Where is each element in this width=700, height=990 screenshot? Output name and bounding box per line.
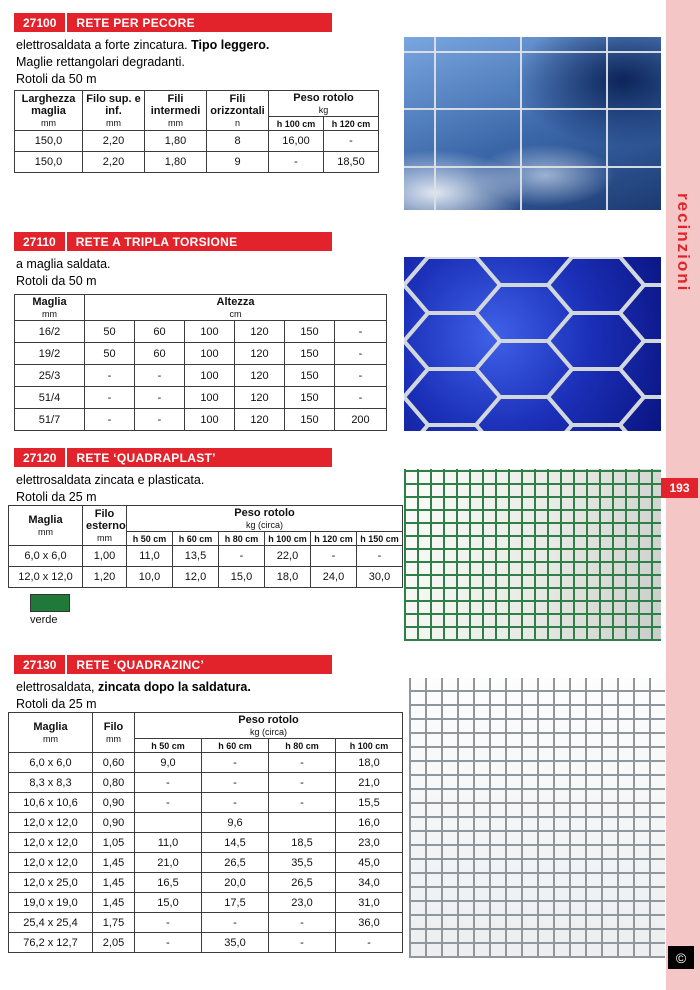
- table-cell: 8: [207, 131, 269, 152]
- table-row: [9, 546, 403, 567]
- product-photo-tripla-torsione: [404, 257, 661, 431]
- table-cell: -: [269, 753, 336, 773]
- table-cell: 100: [185, 343, 235, 365]
- table-row: [9, 793, 403, 813]
- sub-column-header: h 120 cm: [311, 532, 357, 546]
- section-description: [16, 472, 204, 506]
- table-cell: -: [269, 933, 336, 953]
- table-row: [15, 365, 387, 387]
- color-swatch-verde: [30, 594, 70, 612]
- table-cell: -: [335, 321, 387, 343]
- table-cell: 100: [185, 409, 235, 431]
- table-cell: 12,0 x 25,0: [9, 873, 93, 893]
- table-row: [15, 321, 387, 343]
- column-header: Fili orizzontali n: [207, 91, 269, 131]
- table-cell: 31,0: [336, 893, 403, 913]
- table-row: [9, 873, 403, 893]
- sub-column-header: h 100 cm: [265, 532, 311, 546]
- table-cell: -: [135, 387, 185, 409]
- gray-grid-overlay: [409, 678, 665, 958]
- table-cell: -: [135, 913, 202, 933]
- table-cell: -: [135, 793, 202, 813]
- spec-table-27120: [8, 505, 403, 588]
- table-cell: -: [202, 753, 269, 773]
- table-cell: -: [85, 409, 135, 431]
- table-cell: 50: [85, 343, 135, 365]
- table-cell: 22,0: [265, 546, 311, 567]
- table-cell: 100: [185, 387, 235, 409]
- table-cell: 76,2 x 12,7: [9, 933, 93, 953]
- table-cell: [135, 813, 202, 833]
- table-cell: 100: [185, 321, 235, 343]
- desc-text-bold: Tipo leggero.: [191, 38, 270, 52]
- table-cell: 120: [235, 321, 285, 343]
- sub-column-header: h 50 cm: [127, 532, 173, 546]
- sub-column-header: h 150 cm: [357, 532, 403, 546]
- column-header: Larghezza maglia mm: [15, 91, 83, 131]
- table-cell: 0,60: [93, 753, 135, 773]
- column-header: Filo esterno mm: [83, 506, 127, 546]
- table-cell: -: [269, 773, 336, 793]
- desc-text: elettrosaldata,: [16, 680, 98, 694]
- column-group-header: Peso rotolo kg (circa): [135, 713, 403, 739]
- section-header-bar: [14, 13, 332, 32]
- table-cell: 34,0: [336, 873, 403, 893]
- table-row: [9, 773, 403, 793]
- table-row: [9, 753, 403, 773]
- column-group-header: Altezza cm: [85, 295, 387, 321]
- table-cell: 50: [85, 321, 135, 343]
- table-cell: 13,5: [173, 546, 219, 567]
- table-cell: 150: [285, 409, 335, 431]
- table-cell: 10,0: [127, 567, 173, 588]
- table-cell: 0,90: [93, 813, 135, 833]
- table-cell: 11,0: [135, 833, 202, 853]
- table-cell: -: [202, 913, 269, 933]
- section-description: [16, 37, 269, 88]
- table-cell: 10,6 x 10,6: [9, 793, 93, 813]
- table-cell: 9,0: [135, 753, 202, 773]
- sub-column-header: h 100 cm: [269, 117, 324, 131]
- table-cell: -: [202, 793, 269, 813]
- desc-line: Rotoli da 25 m: [16, 697, 97, 711]
- table-cell: 51/4: [15, 387, 85, 409]
- table-cell: 19,0 x 19,0: [9, 893, 93, 913]
- product-code: 27100: [14, 13, 67, 32]
- table-cell: 1,20: [83, 567, 127, 588]
- table-row: [15, 409, 387, 431]
- sub-column-header: h 60 cm: [173, 532, 219, 546]
- spec-table-27130: [8, 712, 403, 953]
- table-cell: -: [135, 365, 185, 387]
- sub-column-header: h 50 cm: [135, 739, 202, 753]
- desc-text-bold: zincata dopo la saldatura.: [98, 680, 251, 694]
- table-cell: 1,05: [93, 833, 135, 853]
- product-code: 27130: [14, 655, 67, 674]
- table-cell: -: [269, 793, 336, 813]
- table-cell: 51/7: [15, 409, 85, 431]
- section-title: RETE ‘QUADRAPLAST’: [76, 450, 216, 465]
- copyright-mark: ©: [668, 946, 694, 969]
- desc-line: elettrosaldata zincata e plasticata.: [16, 473, 205, 487]
- table-cell: 120: [235, 343, 285, 365]
- table-cell: 6,0 x 6,0: [9, 753, 93, 773]
- table-cell: -: [311, 546, 357, 567]
- table-cell: -: [135, 773, 202, 793]
- table-cell: 2,05: [93, 933, 135, 953]
- table-cell: 15,5: [336, 793, 403, 813]
- sub-column-header: h 80 cm: [269, 739, 336, 753]
- table-cell: 16,0: [336, 813, 403, 833]
- page-number-badge: 193: [661, 478, 698, 498]
- table-cell: 14,5: [202, 833, 269, 853]
- table-cell: 18,5: [269, 833, 336, 853]
- table-cell: 1,00: [83, 546, 127, 567]
- column-group-header: Peso rotolo kg (circa): [127, 506, 403, 532]
- table-cell: 23,0: [336, 833, 403, 853]
- sub-column-header: h 120 cm: [324, 117, 379, 131]
- table-cell: 12,0 x 12,0: [9, 833, 93, 853]
- column-header: Fili intermedi mm: [145, 91, 207, 131]
- table-cell: 150: [285, 343, 335, 365]
- table-row: [9, 833, 403, 853]
- section-title: RETE A TRIPLA TORSIONE: [75, 234, 238, 249]
- section-header-bar: [14, 232, 332, 251]
- table-cell: 150: [285, 365, 335, 387]
- table-cell: 150: [285, 387, 335, 409]
- section-title: RETE PER PECORE: [76, 15, 195, 30]
- table-cell: 9: [207, 152, 269, 173]
- table-cell: 21,0: [135, 853, 202, 873]
- table-cell: 25,4 x 25,4: [9, 913, 93, 933]
- table-cell: -: [336, 933, 403, 953]
- table-cell: 150,0: [15, 131, 83, 152]
- table-cell: 18,0: [336, 753, 403, 773]
- table-cell: 18,50: [324, 152, 379, 173]
- section-header-bar: [14, 448, 332, 467]
- table-cell: 15,0: [219, 567, 265, 588]
- table-cell: -: [85, 365, 135, 387]
- table-cell: -: [269, 152, 324, 173]
- table-cell: 200: [335, 409, 387, 431]
- table-cell: 12,0 x 12,0: [9, 567, 83, 588]
- table-cell: 16/2: [15, 321, 85, 343]
- table-cell: 11,0: [127, 546, 173, 567]
- column-header: Filo sup. e inf. mm: [83, 91, 145, 131]
- column-header: Maglia mm: [15, 295, 85, 321]
- sub-column-header: h 100 cm: [336, 739, 403, 753]
- desc-line: a maglia saldata.: [16, 257, 111, 271]
- table-cell: 12,0 x 12,0: [9, 853, 93, 873]
- table-cell: 25/3: [15, 365, 85, 387]
- swatch-label: verde: [30, 614, 58, 626]
- table-cell: 0,80: [93, 773, 135, 793]
- section-header-bar: [14, 655, 332, 674]
- table-cell: 15,0: [135, 893, 202, 913]
- table-row: [15, 343, 387, 365]
- table-cell: 21,0: [336, 773, 403, 793]
- table-cell: 2,20: [83, 152, 145, 173]
- table-cell: -: [85, 387, 135, 409]
- desc-line: [16, 679, 251, 696]
- table-cell: -: [135, 933, 202, 953]
- hexagonal-mesh-graphic: [404, 257, 661, 431]
- green-grid-overlay: [404, 469, 661, 641]
- table-cell: 1,45: [93, 853, 135, 873]
- product-photo-rete-per-pecore: [404, 37, 661, 210]
- table-row: [15, 152, 379, 173]
- table-cell: 45,0: [336, 853, 403, 873]
- table-cell: 24,0: [311, 567, 357, 588]
- table-cell: 1,80: [145, 152, 207, 173]
- product-code: 27110: [14, 232, 67, 251]
- product-code: 27120: [14, 448, 67, 467]
- sub-column-header: h 60 cm: [202, 739, 269, 753]
- table-cell: 26,5: [269, 873, 336, 893]
- section-description: [16, 679, 251, 713]
- column-header: Maglia mm: [9, 713, 93, 753]
- section-title: RETE ‘QUADRAZINC’: [76, 657, 205, 672]
- column-header: Filo mm: [93, 713, 135, 753]
- table-cell: 19/2: [15, 343, 85, 365]
- table-cell: 100: [185, 365, 235, 387]
- table-cell: 1,75: [93, 913, 135, 933]
- table-cell: 16,00: [269, 131, 324, 152]
- product-photo-quadraplast: [404, 469, 661, 641]
- desc-line: Maglie rettangolari degradanti.: [16, 55, 185, 69]
- table-cell: -: [269, 913, 336, 933]
- table-cell: -: [335, 343, 387, 365]
- desc-text: elettrosaldata a forte zincatura.: [16, 38, 192, 52]
- table-cell: -: [219, 546, 265, 567]
- table-row: [15, 387, 387, 409]
- table-cell: 6,0 x 6,0: [9, 546, 83, 567]
- wire-grid-overlay: [404, 37, 661, 210]
- table-cell: -: [357, 546, 403, 567]
- table-cell: 0,90: [93, 793, 135, 813]
- table-cell: 9,6: [202, 813, 269, 833]
- table-cell: 8,3 x 8,3: [9, 773, 93, 793]
- table-cell: 23,0: [269, 893, 336, 913]
- column-header: Maglia mm: [9, 506, 83, 546]
- product-photo-quadrazinc: [409, 678, 665, 958]
- table-row: [9, 913, 403, 933]
- desc-line: Rotoli da 25 m: [16, 490, 97, 504]
- table-cell: 30,0: [357, 567, 403, 588]
- table-cell: 36,0: [336, 913, 403, 933]
- desc-line: Rotoli da 50 m: [16, 274, 97, 288]
- section-description: [16, 256, 111, 290]
- table-cell: 120: [235, 409, 285, 431]
- table-row: [9, 813, 403, 833]
- sub-column-header: h 80 cm: [219, 532, 265, 546]
- table-cell: 120: [235, 365, 285, 387]
- column-group-header: Peso rotolo kg: [269, 91, 379, 117]
- table-cell: 16,5: [135, 873, 202, 893]
- table-cell: -: [135, 409, 185, 431]
- table-cell: 60: [135, 321, 185, 343]
- table-cell: 1,45: [93, 893, 135, 913]
- table-cell: 150,0: [15, 152, 83, 173]
- table-cell: -: [335, 365, 387, 387]
- table-cell: 12,0 x 12,0: [9, 813, 93, 833]
- table-row: [9, 567, 403, 588]
- table-row: [9, 853, 403, 873]
- table-cell: 26,5: [202, 853, 269, 873]
- table-row: [9, 933, 403, 953]
- table-cell: 17,5: [202, 893, 269, 913]
- table-cell: -: [335, 387, 387, 409]
- table-cell: 35,5: [269, 853, 336, 873]
- spec-table-27100: [14, 90, 379, 173]
- table-cell: 20,0: [202, 873, 269, 893]
- table-cell: 60: [135, 343, 185, 365]
- table-cell: 35,0: [202, 933, 269, 953]
- table-cell: 150: [285, 321, 335, 343]
- spec-table-27110: [14, 294, 387, 431]
- table-cell: 1,80: [145, 131, 207, 152]
- sidebar-category-label: recinzioni: [674, 193, 693, 293]
- desc-line: Rotoli da 50 m: [16, 72, 97, 86]
- table-row: [9, 893, 403, 913]
- table-cell: 1,45: [93, 873, 135, 893]
- table-row: [15, 131, 379, 152]
- desc-line: [16, 37, 269, 54]
- table-cell: [269, 813, 336, 833]
- table-cell: -: [324, 131, 379, 152]
- table-cell: 12,0: [173, 567, 219, 588]
- table-cell: -: [202, 773, 269, 793]
- table-cell: 120: [235, 387, 285, 409]
- table-cell: 2,20: [83, 131, 145, 152]
- table-cell: 18,0: [265, 567, 311, 588]
